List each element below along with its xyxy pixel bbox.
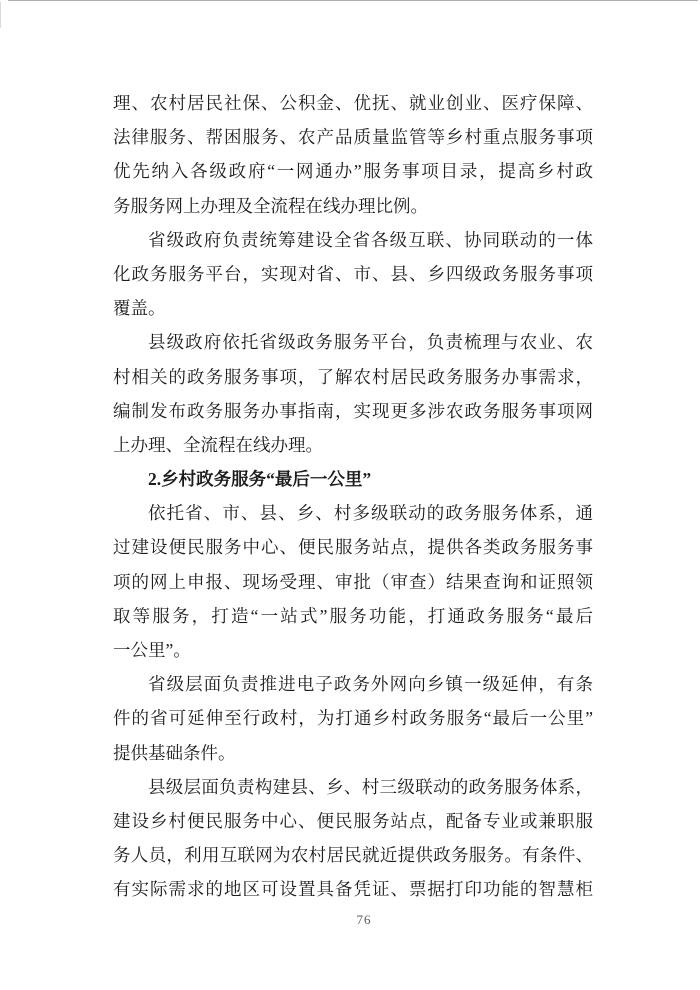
text-line: 化政务服务平台，实现对省、市、县、乡四级政务服务事项	[113, 263, 593, 284]
text-line: 省级层面负责推进电子政务外网向乡镇一级延伸，有条	[148, 674, 593, 695]
page-left-edge-line	[0, 2, 1, 28]
text-line: 建设乡村便民服务中心、便民服务站点，配备专业或兼职服	[113, 810, 593, 831]
text-line: 县级层面负责构建县、乡、村三级联动的政务服务体系，	[148, 776, 593, 797]
text-line: 件的省可延伸至行政村，为打通乡村政务服务“最后一公里”	[113, 708, 593, 729]
text-line: 村相关的政务服务事项，了解农村居民政务服务办事需求，	[113, 366, 593, 387]
text-line: 上办理、全流程在线办理。	[113, 434, 323, 455]
page-top-edge-line	[8, 0, 698, 1]
document-body	[113, 86, 593, 907]
text-line: 法律服务、帮困服务、农产品质量监管等乡村重点服务事项	[113, 127, 593, 148]
text-line: 县级政府依托省级政务服务平台，负责梳理与农业、农	[148, 332, 593, 353]
text-line: 项的网上申报、现场受理、审批（审查）结果查询和证照领	[113, 571, 593, 592]
section-heading: 2.乡村政务服务“最后一公里”	[148, 469, 372, 490]
text-line: 过建设便民服务中心、便民服务站点，提供各类政务服务事	[113, 537, 593, 558]
text-line: 提供基础条件。	[113, 742, 236, 763]
text-line: 取等服务，打造“一站式”服务功能，打通政务服务“最后	[113, 605, 593, 626]
text-line: 覆盖。	[113, 298, 166, 319]
text-line: 理、农村居民社保、公积金、优抚、就业创业、医疗保障、	[113, 93, 593, 113]
text-line: 省级政府负责统筹建设全省各级互联、协同联动的一体	[148, 229, 593, 250]
text-line: 依托省、市、县、乡、村多级联动的政务服务体系，通	[148, 503, 593, 524]
text-line: 务人员，利用互联网为农村居民就近提供政务服务。有条件、	[113, 845, 593, 866]
text-line: 有实际需求的地区可设置具备凭证、票据打印功能的智慧柜	[113, 879, 593, 900]
text-line: 优先纳入各级政府“一网通办”服务事项目录，提高乡村政	[113, 161, 593, 182]
text-line: 编制发布政务服务办事指南，实现更多涉农政务服务事项网	[113, 400, 593, 421]
page-number: 76	[356, 912, 372, 927]
text-line: 一公里”。	[113, 640, 191, 660]
text-line: 务服务网上办理及全流程在线办理比例。	[113, 195, 428, 216]
